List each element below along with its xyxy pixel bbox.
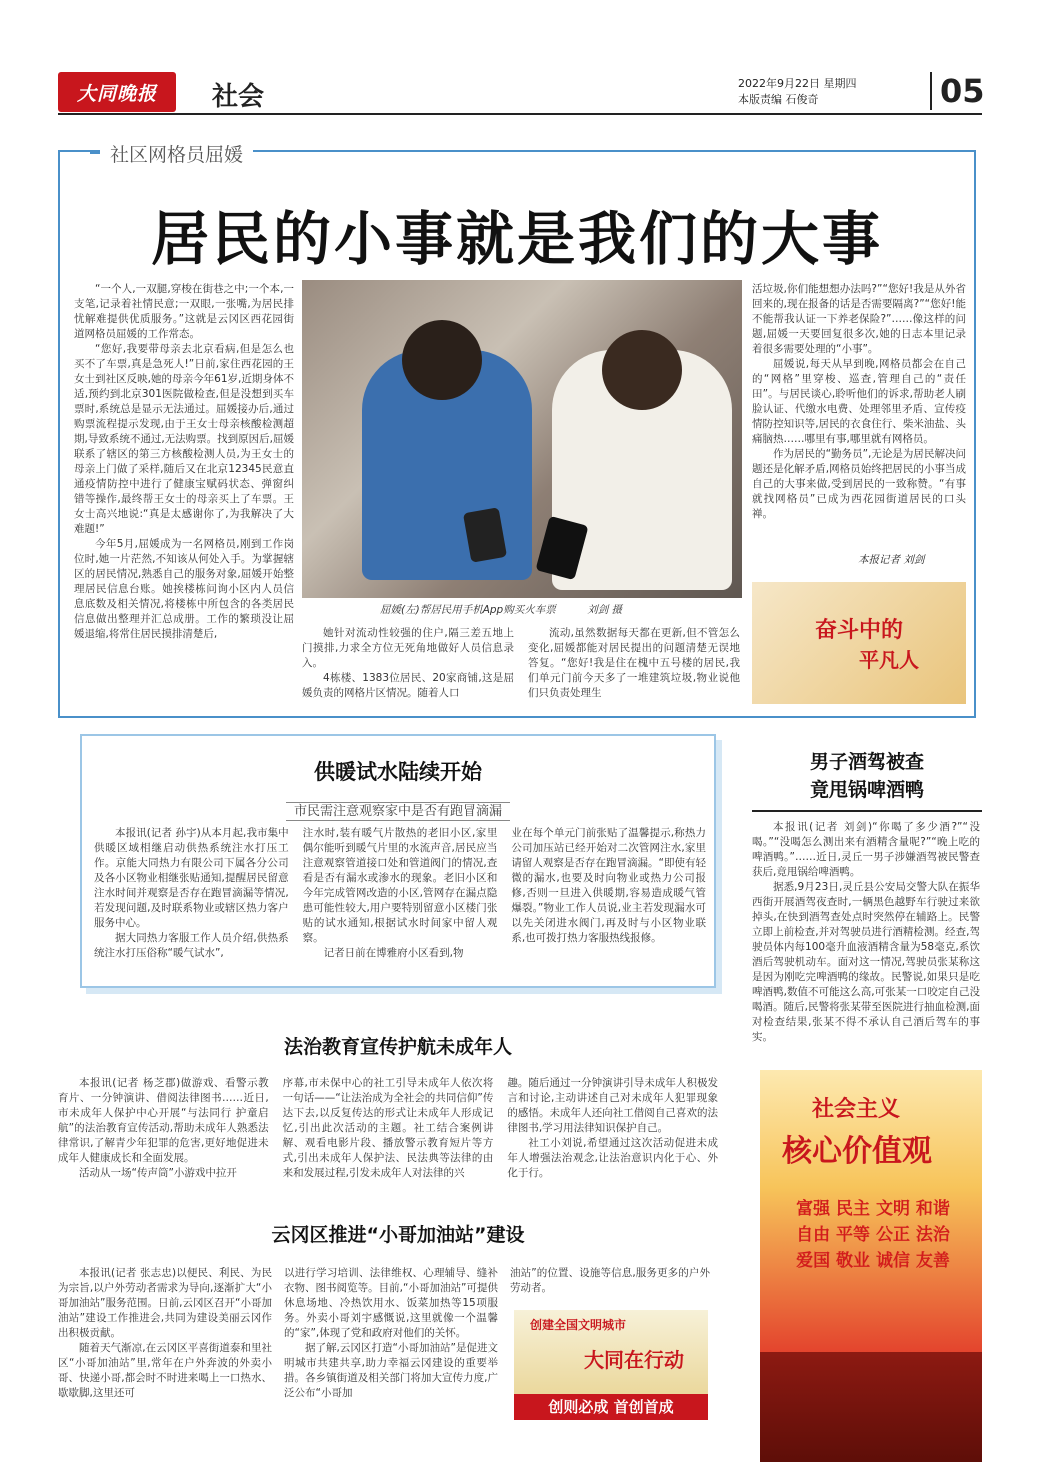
newspaper-logo: 大同晚报 [58, 72, 176, 112]
paragraph: 流动,虽然数据每天都在更新,但不管怎么变化,屈媛都能对居民提出的问题清楚无误地答复。“您好!我是住在槐中五号楼的居民,我们单元门前今天多了一堆建筑垃圾,物业说他们只负责处理生 [528, 627, 740, 699]
paragraph: 4栋楼、1383位居民、20家商铺,这是屈媛负责的网格片区情况。随着人口 [302, 672, 514, 699]
law-column-3 [507, 1076, 718, 1202]
paragraph: 屈媛说,每天从早到晚,网格员都会在自己的“网格”里穿梭、巡查,管理自己的“责任田”。与居民谈心,聆听他们的诉求,帮助老人刷脸认证、代缴水电费、处理邻里矛盾、宣传疫情防控知识等,居民的衣食住行、柴米油盐、头痛脑热……哪里有事,哪里就有网格员。 [752, 358, 966, 445]
heating-column-1 [94, 826, 289, 982]
law-column-1 [58, 1076, 269, 1202]
photo-figure-head [602, 330, 682, 410]
paragraph: 本报讯(记者 刘剑)“你喝了多少酒?”“没喝。”“没喝怎么测出来有酒精含量呢?”“晚上吃的啤酒鸭。”……近日,灵丘一男子涉嫌酒驾被民警查获后,竟甩锅给啤酒鸭。 [752, 821, 980, 878]
drunk-driving-headline [752, 748, 982, 804]
paragraph: 本报讯(记者 杨芝郡)做游戏、看警示教育片、一分钟演讲、借阅法律图书……近日,市未成年人保护中心开展“与法同行 护童启航”的法治教育宣传活动,帮助未成年人熟悉法律常识,了解青少年犯罪的危害,更好地促进未成年人健康成长和全面发展。 [58, 1077, 269, 1164]
values-row-3: 爱国 敬业 诚信 友善 [796, 1251, 950, 1271]
paragraph: “您好,我要带母亲去北京看病,但是怎么也买不了车票,真是急死人!”日前,家住西花园的王女士到社区反映,她的母亲今年61岁,近期身体不适,预约到北京301医院做检查,但是没想到买车票时,系统总是显示无法通过。屈媛接办后,通过购票流程提示发现,由于王女士母亲核酸检测超期,导致系统不通过,无法购票。找到原因后,屈媛联系了辖区的第三方核酸检测人员,为王女士的母亲上门做了采样,随后又在北京12345民意直通疫情防控中进行了健康宝赋码状态、弹窗纠错等操作,最终帮王女士的母亲买上了车票。王女士高兴地说:“真是太感谢你了,为我解决了大难题!” [74, 343, 294, 535]
values-line-2: 核心价值观 [782, 1134, 932, 1169]
promo-banner [752, 582, 966, 704]
drunk-headline-line-2: 竟甩锅啤酒鸭 [809, 779, 924, 801]
drunk-headline-line-1: 男子酒驾被查 [809, 751, 924, 773]
law-headline: 法治教育宣传护航未成年人 [283, 1036, 512, 1058]
yungang-column-3 [510, 1266, 710, 1306]
law-column-2 [283, 1076, 494, 1202]
paragraph: 本报讯(记者 孙宇)从本月起,我市集中供暖区域相继启动供热系统注水打压工作。京能大同热力有限公司下属各分公司及各小区物业相继张贴通知,提醒居民留意注水时间并观察是否存在跑冒滴漏等情况,若发现问题,及时联系物业或辖区热力客户服务中心。 [94, 827, 289, 929]
drunk-headline-rule [752, 810, 982, 812]
paragraph: 今年5月,屈媛成为一名网格员,刚到工作岗位时,她一片茫然,不知该从何处入手。为掌握辖区的居民情况,熟悉自己的服务对象,屈媛开始整理居民信息台账。她挨楼栋问询小区内人员信息底数及相关情况,将楼栋中所包含的各类居民信息做出整理并汇总成册。工作的繁琐没让屈媛退缩,将常住居民摸排清楚后, [74, 538, 294, 640]
lead-column-3 [528, 626, 740, 712]
paragraph: 作为居民的“勤务员”,无论是为居民解决问题还是化解矛盾,网格员始终把居民的小事当成自己的大事来做,受到居民的一致称赞。“有事就找网格员”已成为西花园街道居民的口头禅。 [752, 448, 966, 520]
section-title: 社会 [212, 82, 265, 112]
heating-column-3 [511, 826, 706, 982]
values-line-1: 社会主义 [812, 1097, 901, 1122]
civ-top-text: 创建全国文明城市 [530, 1318, 627, 1332]
drunk-driving-body [752, 820, 980, 1058]
heating-body [94, 826, 706, 982]
paragraph: 活垃圾,你们能想想办法吗?”“您好!我是从外省回来的,现在报备的话是否需要隔离?”“您好!能不能帮我认证一下养老保险?”……像这样的问题,屈媛一天要回复很多次,她的日志本里记录着很多需要处理的“小事”。 [752, 283, 966, 355]
page-editor: 本版责编 石俊奇 [738, 93, 819, 106]
values-row-2: 自由 平等 公正 法治 [796, 1225, 950, 1245]
paragraph: 业在每个单元门前张贴了温馨提示,称热力公司加压站已经开始对二次管网注水,家里请留人观察是否存在跑冒滴漏。“即使有轻微的漏水,也要及时向物业或热力公司报修,否则一旦进入供暖期,容易造成暖气管爆裂。”物业工作人员说,业主若发现漏水可以先关闭进水阀门,再及时与小区物业联系,也可拨打热力客服热线报修。 [511, 827, 706, 944]
page-number: 05 [930, 72, 985, 110]
tiananmen-illustration [760, 1352, 982, 1462]
paragraph: 趣。随后通过一分钟演讲引导未成年人积极发言和讨论,主动讲述自己对未成年人犯罪现象的感悟。未成年人还向社工借阅自己喜欢的法律图书,学习用法律知识保护自己。 [507, 1077, 718, 1134]
photo-caption: 屈媛(左)帮居民用手机App购买火车票 刘剑 摄 [380, 604, 623, 616]
lead-headline: 居民的小事就是我们的大事 [150, 205, 883, 273]
civ-mid-text: 大同在行动 [584, 1348, 684, 1372]
promo-line-1: 奋斗中的 [814, 618, 903, 643]
law-body [58, 1076, 718, 1202]
paragraph: 以进行学习培训、法律维权、心理辅导、缝补衣物、图书阅览等。目前,“小哥加油站”可提供休息场地、冷热饮用水、饭菜加热等15项服务。外卖小哥刘宇感慨说,这里就像一个温馨的“家”,体现了党和政府对他们的关怀。 [284, 1267, 498, 1339]
paragraph: 序幕,市未保中心的社工引导未成年人依次将一句话——“让法治成为全社会的共同信仰”传达下去,以反复传达的形式让未成年人形成记忆,引出此次活动的主题。社工结合案例讲解、观看电影片段、播放警示教育短片等方式,引出未成年人保护法、民法典等法律的由来和发展过程,引发未成年人对法律的兴 [282, 1077, 494, 1179]
paragraph: 记者日前在博雅府小区看到,物 [323, 947, 464, 959]
issue-date: 2022年9月22日 星期四 [738, 77, 857, 90]
civilized-city-banner [514, 1310, 708, 1420]
heating-column-2 [303, 826, 498, 982]
masthead-rule [58, 113, 982, 115]
lead-kicker: 社区网格员屈媛 [100, 140, 253, 167]
paragraph: 她针对流动性较强的住户,隔三差五地上门摸排,力求全方位无死角地做好人员信息录入。 [302, 627, 514, 669]
core-values-poster [760, 1070, 982, 1462]
values-row-1: 富强 民主 文明 和谐 [796, 1199, 950, 1219]
lead-byline: 本报记者 刘剑 [858, 554, 925, 566]
heating-subhead-text: 市民需注意观察家中是否有跑冒滴漏 [286, 802, 510, 821]
yungang-column-2 [284, 1266, 498, 1462]
yungang-headline: 云冈区推进“小哥加油站”建设 [271, 1224, 525, 1246]
lead-column-1 [74, 282, 294, 712]
heating-headline: 供暖试水陆续开始 [314, 760, 482, 784]
lead-photo [302, 280, 742, 598]
paragraph: 社工小刘说,希望通过这次活动促进未成年人增强法治观念,让法治意识内化于心、外化于行。 [507, 1137, 718, 1179]
paragraph: 注水时,装有暖气片散热的老旧小区,家里偶尔能听到暖气片里的水流声音,居民应当注意观察管道接口处和管道阀门的情况,查看是否有漏水或渗水的现象。老旧小区和今年完成管网改造的小区,管网存在漏点隐患可能性较大,用户要特别留意小区楼门张贴的试水通知,根据试水时间家中留人观察。 [302, 827, 498, 944]
paragraph: 据了解,云冈区打造“小哥加油站”是促进文明城市共建共享,助力幸福云冈建设的重要举措。各乡镇街道及相关部门将加大宣传力度,广泛公布“小哥加 [284, 1342, 498, 1399]
paragraph: 活动从一场“传声筒”小游戏中拉开 [79, 1167, 237, 1179]
paragraph: “一个人,一双腿,穿梭在街巷之中;一个本,一支笔,记录着社情民意;一双眼,一张嘴,为居民排忧解难提供优质服务。”这就是云冈区西花园街道网格员屈媛的工作常态。 [74, 283, 294, 340]
promo-line-2: 平凡人 [859, 648, 919, 672]
paragraph: 油站”的位置、设施等信息,服务更多的户外劳动者。 [510, 1267, 710, 1294]
paragraph: 本报讯(记者 张志忠)以便民、利民、为民为宗旨,以户外劳动者需求为导向,逐渐扩大“小哥加油站”服务范围。日前,云冈区召开“小哥加油站”建设工作推进会,共同为建设美丽云冈作出积极贡献。 [58, 1267, 272, 1339]
heating-subhead [80, 800, 716, 819]
yungang-column-1 [58, 1266, 272, 1462]
lead-column-4 [752, 282, 966, 550]
paragraph: 随着天气渐凉,在云冈区平喜街道泰和里社区“小哥加油站”里,常年在户外奔波的外卖小哥、快递小哥,都会时不时进来喝上一口热水、歇歇脚,这里还可 [58, 1342, 272, 1399]
issue-info [738, 76, 857, 108]
lead-column-2 [302, 626, 514, 712]
paragraph: 据悉,9月23日,灵丘县公安局交警大队在振华西街开展酒驾夜查时,一辆黑色越野车行驶过来欲掉头,在快到酒驾查处点时突然停在辅路上。民警立即上前检查,并对驾驶员进行酒精检测。经查,驾驶员体内每100毫升血液酒精含量为58毫克,系饮酒后驾驶机动车。面对这一情况,驾驶员张某称这是因为刚吃完啤酒鸭的缘故。民警说,如果只是吃啤酒鸭,数值不可能这么高,可张某一口咬定自己没喝酒。随后,民警将张某带至医院进行抽血检测,面对检查结果,张某不得不承认自己酒后驾车的事实。 [752, 881, 980, 1043]
photo-figure-head [402, 320, 482, 400]
paragraph: 据大同热力客服工作人员介绍,供热系统注水打压俗称“暖气试水”, [94, 932, 289, 959]
civ-bottom-text: 创则必成 首创首成 [514, 1394, 708, 1420]
